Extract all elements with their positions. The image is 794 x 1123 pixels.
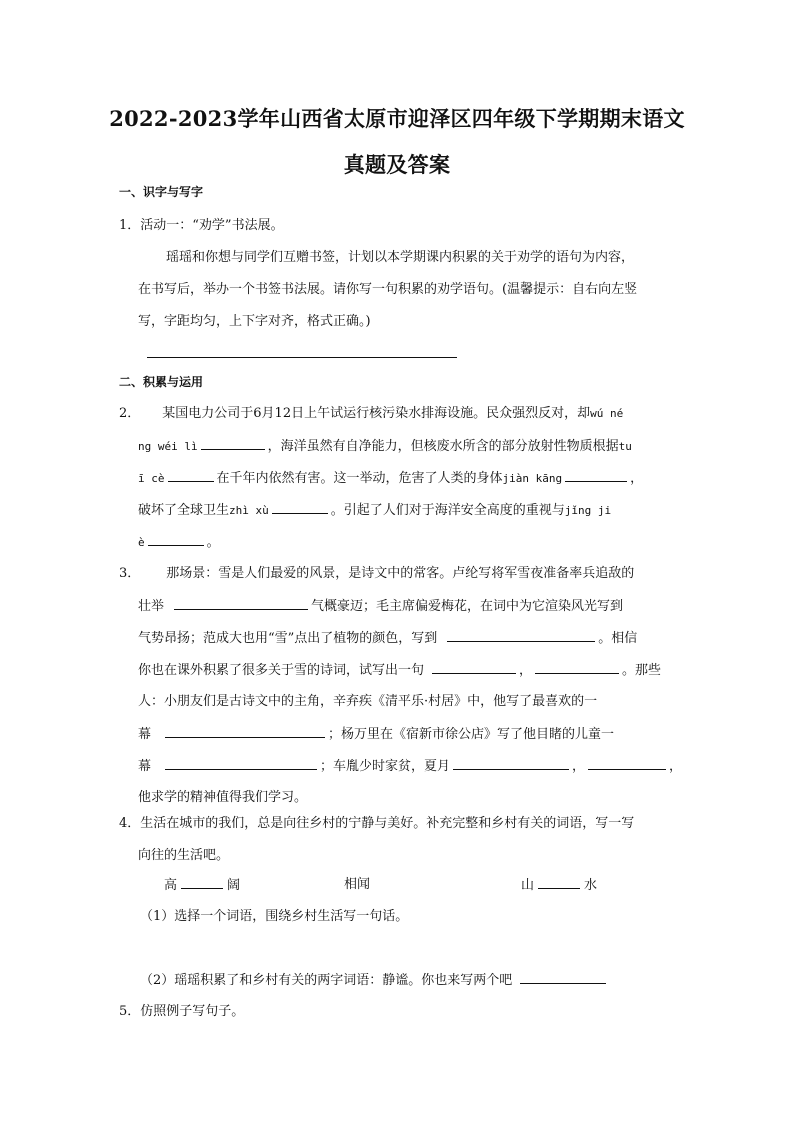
q3-text-7b: ；车胤少时家贫，夏月 [320, 759, 451, 774]
blank-wunengweili[interactable] [201, 436, 265, 450]
q3-line-5: 人：小朋友们是古诗文中的主角，辛弃疾《清平乐·村居》中，他写了最喜欢的一 [138, 694, 598, 709]
blank-tuice[interactable] [168, 468, 214, 482]
q4-line-1: 4．生活在城市的我们，总是向往乡村的宁静与美好。补充完整和乡村有关的词语，写一写 [119, 816, 635, 831]
blank-snow-poem-1[interactable] [432, 660, 516, 674]
q4-line-2: 向往的生活吧。 [138, 848, 230, 863]
q2-text-1: 某国电力公司于6月12日上午试运行核污染水排海设施。民众强烈反对，却 [162, 406, 591, 421]
q4-word-1a: 高 [164, 878, 178, 893]
section-heading-2: 二、积累与运用 [119, 375, 204, 389]
pinyin-zhixu: zhì xù [229, 504, 269, 517]
q4-word-2 [344, 875, 370, 895]
q2-period: 。 [206, 535, 220, 550]
q3-text-2b: 气概豪迈；毛主席偏爱梅花，在词中为它渲染风光写到 [311, 599, 624, 614]
q2-comma: ， [630, 471, 644, 486]
blank-xinshi[interactable] [165, 756, 317, 770]
title-line-2: 真题及答案 [343, 152, 451, 177]
pinyin-tuice-a: tu [618, 440, 632, 453]
q1-line-4: 写，字距均匀，上下字对齐，格式正确。) [138, 314, 371, 329]
q2-text-5: 。引起了人们对于海洋安全高度的重视与 [330, 503, 565, 518]
q3-text-7d: ， [669, 759, 683, 774]
q2-line-3 [138, 468, 643, 489]
q4-word-1b: 阔 [227, 878, 241, 893]
pinyin-wunengweili-b: ng wéi lì [138, 440, 198, 453]
q3-text-7c: ， [572, 759, 586, 774]
q3-line-8: 他求学的精神值得我们学习。 [138, 790, 308, 805]
blank-snow-general[interactable] [174, 596, 308, 610]
section-heading-1: 一、识字与写字 [119, 185, 204, 199]
q3-text-1: 那场景：雪是人们最爱的风景，是诗文中的常客。卢纶写将军雪夜准备率兵追敌的 [166, 566, 635, 581]
q2-text-4: 破坏了全球卫生 [138, 503, 230, 518]
q2-line-4 [138, 500, 611, 521]
q2-text-3: 在千年内依然有害。这一举动，危害了人类的身体 [216, 471, 503, 486]
document-title [96, 96, 698, 188]
blank-fanchengda[interactable] [447, 628, 595, 642]
blank-two-words[interactable] [520, 970, 606, 984]
blank-jiankang[interactable] [565, 468, 627, 482]
q3-text-4b: ， [519, 663, 533, 678]
q4-sub-2-text: （2）瑶瑶积累了和乡村有关的两字词语：静谧。你也来写两个吧 [140, 973, 513, 988]
q2-line-5 [138, 532, 220, 553]
q3-text-6a: 幕 [138, 727, 152, 742]
q3-text-2a: 壮举 [138, 599, 165, 614]
pinyin-jingjie-a: jǐng ji [564, 504, 612, 517]
q3-text-6b: ；杨万里在《宿新市徐公店》写了他目睹的儿童一 [328, 727, 615, 742]
q2-line-2 [138, 436, 632, 457]
q3-text-4c: 。那些 [622, 663, 662, 678]
q3-number: 3． [119, 566, 141, 581]
q1-line-2: 瑶瑶和你想与同学们互赠书签，计划以本学期课内积累的关于劝学的语句为内容， [166, 250, 635, 265]
q3-text-4a: 你也在课外积累了很多关于雪的诗词，试写出一句 [138, 663, 425, 678]
q2-number: 2． [119, 406, 141, 421]
q4-word-3b: 水 [584, 878, 598, 893]
q3-line-3 [138, 628, 637, 649]
q2-text-2: ，海洋虽然有自净能力，但核废水所含的部分放射性物质根据 [267, 439, 619, 454]
blank-qingpingle[interactable] [165, 724, 325, 738]
pinyin-jiankang: jiàn kāng [502, 472, 563, 485]
blank-jingjie[interactable] [148, 532, 204, 546]
q3-text-3b: 。相信 [598, 631, 638, 646]
pinyin-wunengweili-a: wú né [590, 407, 624, 420]
q4-word-2-text: 相闻 [344, 877, 371, 892]
q3-line-1 [119, 564, 634, 584]
q3-text-7a: 幕 [138, 759, 152, 774]
q2-line-1 [119, 404, 623, 424]
q4-word-3 [521, 875, 597, 896]
q3-line-6 [138, 724, 614, 745]
q3-text-3a: 气势昂扬；范成大也用“雪”点出了植物的颜色，写到 [138, 631, 438, 646]
blank-word-3[interactable] [538, 875, 580, 889]
q1-line-3: 在书写后，举办一个书签书法展。请你写一句积累的劝学语句。(温馨提示：自右向左竖 [138, 282, 638, 297]
blank-zhixu[interactable] [272, 500, 328, 514]
q1-line-1: 1．活动一：“劝学”书法展。 [119, 218, 284, 233]
q3-line-7 [138, 756, 682, 777]
q3-line-2 [138, 596, 623, 617]
q3-line-4 [138, 660, 661, 681]
blank-word-1[interactable] [181, 875, 223, 889]
blank-cheyin-1[interactable] [453, 756, 569, 770]
q4-sub-1: （1）选择一个词语，围绕乡村生活写一句话。 [140, 909, 409, 924]
title-line-1: 2022-2023学年山西省太原市迎泽区四年级下学期期末语文 [109, 106, 685, 131]
pinyin-tuice-b: ī cè [138, 472, 165, 485]
q1-answer-line[interactable] [147, 357, 457, 358]
q4-sub-2 [140, 970, 609, 991]
q5-line-1: 5．仿照例子写句子。 [119, 1004, 245, 1019]
q4-word-1 [164, 875, 240, 896]
q4-word-3a: 山 [521, 878, 535, 893]
blank-cheyin-2[interactable] [588, 756, 666, 770]
pinyin-jingjie-b: è [138, 536, 145, 549]
blank-snow-poem-2[interactable] [535, 660, 619, 674]
